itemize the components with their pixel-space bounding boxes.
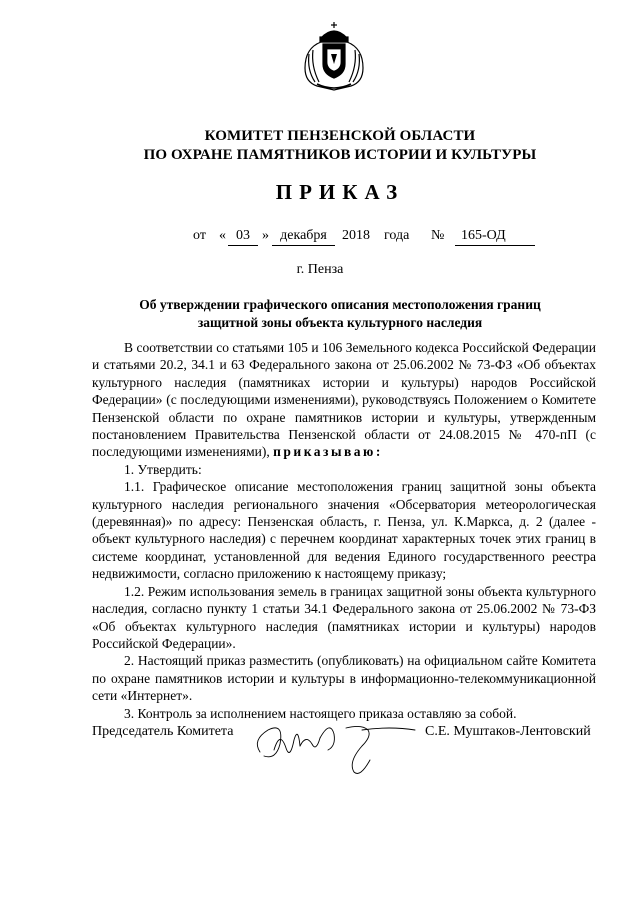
item-1-2: 1.2. Режим использования земель в границах защитной зоны объекта культурного наследия, согласно пункту 1 статьи 34.1 Федерального закона от 25.06.2002 № 73-ФЗ «Об объектах культурного наследия (памятниках истории и культуры) народов Российской Федерации». [92,583,596,651]
city: г. Пенза [296,262,344,277]
document-body [92,339,596,722]
order-month: декабря [272,227,335,246]
year-label: года [384,228,410,243]
signatory-name: С.Е. Муштаков-Лентовский [425,724,591,739]
preamble-text: В соответствии со статьями 105 и 106 Земельного кодекса Российской Федерации и статьями 20.2, 34.1 и 63 Федерального закона от 25.06.2002 № 73-ФЗ «Об объектах культурного наследия (памятниках истории и культуры) народов Российской Федерации» (с последующими изменениями), руководствуясь Положением о Комитете Пензенской области по охране памятников истории и культуры, утвержденным постановлением Правительства Пензенской области от 24.08.2015 № 470-пП (с последующими изменениями), [92,340,596,460]
subject-line2: защитной зоны объекта культурного наследия [197,315,483,330]
coat-of-arms-icon [301,20,367,92]
signatory-position: Председатель Комитета [92,724,234,739]
order-day: 03 [228,227,258,246]
committee-name-line1: КОМИТЕТ ПЕНЗЕНСКОЙ ОБЛАСТИ [204,128,476,144]
order-year: 2018 [342,228,370,243]
item-1: 1. Утвердить: [124,461,202,477]
preamble-paragraph [92,339,596,461]
item-3: 3. Контроль за исполнением настоящего приказа оставляю за собой. [124,705,517,721]
orders-word: приказываю: [273,444,383,460]
open-quote: « [219,228,226,243]
date-number-line [0,227,640,247]
from-label: от [193,228,206,243]
document-type-title: ПРИКАЗ [275,180,405,204]
number-sign: № [431,228,445,243]
order-number: 165-ОД [455,227,535,246]
committee-name-line2: ПО ОХРАНЕ ПАМЯТНИКОВ ИСТОРИИ И КУЛЬТУРЫ [143,147,537,163]
item-1-1: 1.1. Графическое описание местоположения границ защитной зоны объекта культурного наследия регионального значения «Обсерватория метеорологическая (деревянная)» по адресу: Пензенская область, г. Пенза, ул. К.Маркса, д. 2 (далее - объект культурного наследия) с перечнем координат характерных точек этих границ в системе координат, установленной для ведения Единого государственного реестра недвижимости, согласно приложению к настоящему приказу; [92,479,596,582]
item-2: 2. Настоящий приказ разместить (опубликовать) на официальном сайте Комитета по охране памятников истории и культуры в информационно-телекоммуникационной сети «Интернет». [92,653,596,704]
subject-line1: Об утверждении графического описания местоположения границ [139,297,541,312]
close-quote: » [262,228,269,243]
handwritten-signature [250,700,420,780]
